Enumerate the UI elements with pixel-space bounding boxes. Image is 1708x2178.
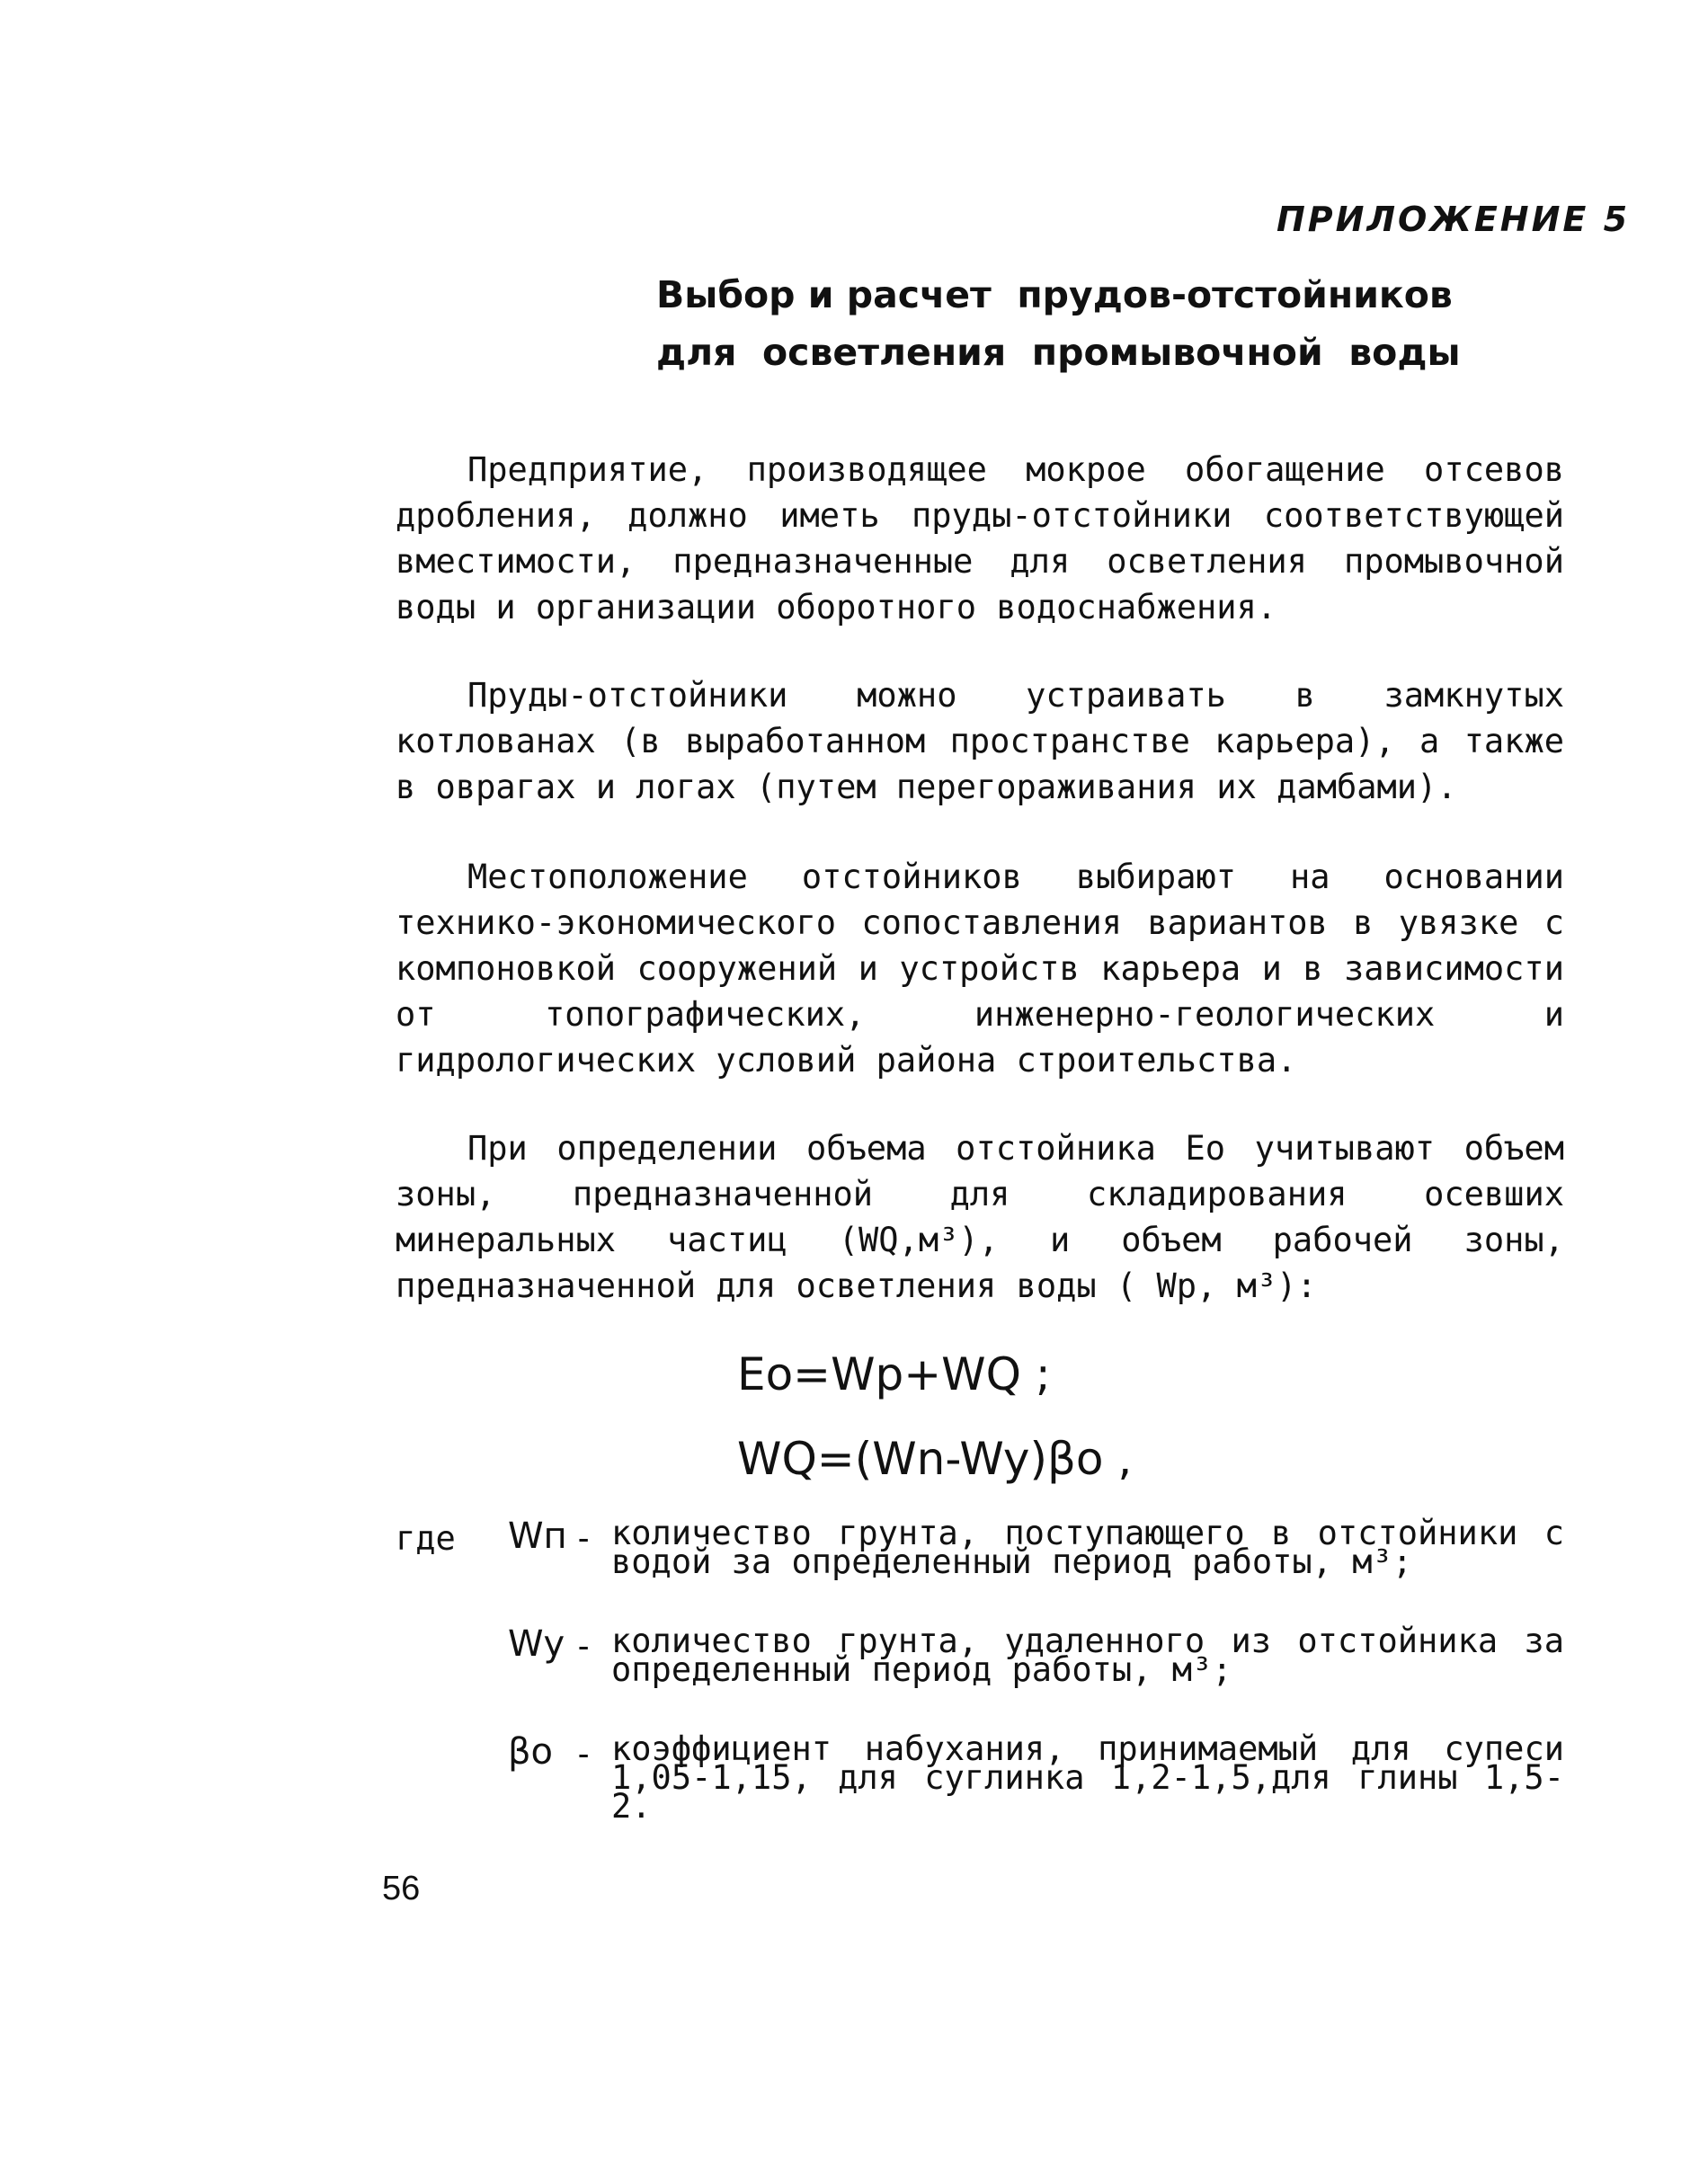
definition-item	[396, 1622, 1564, 1735]
definition-dash: -	[574, 1735, 594, 1774]
definition-symbol: βо	[508, 1731, 553, 1773]
definition-dash: -	[574, 1627, 594, 1666]
formula-volume: Eo=Wp+WQ ;	[737, 1348, 1051, 1400]
definition-text: коэффициент набухания, принимаемый для супеси 1,05-1,15, для суглинка 1,2-1,5,для глины 1,5-2.	[611, 1729, 1564, 1826]
paragraph-4	[396, 1125, 1564, 1309]
paragraph-text: Предприятие, производящее мокрое обогащение отсевов дробления, должно иметь пруды-отстойники соответствующей вместимости, предназначенные для осветления промывочной воды и организации оборотного водоснабжения.	[396, 450, 1564, 627]
definition-text: количество грунта, удаленного из отстойника за определенный период работы, м³;	[611, 1622, 1564, 1689]
title-line-1: Выбор и расчет прудов-отстойников	[656, 273, 1453, 316]
paragraph-text: При определении объема отстойника Eo учитывают объем зоны, предназначенной для складирования осевших минеральных частиц (WQ,м³), и объем рабочей зоны, предназначенной для осветления воды ( Wp, м³):	[396, 1129, 1564, 1305]
definition-symbol: Wп	[508, 1516, 567, 1557]
section-title	[656, 266, 1461, 381]
where-label: где	[396, 1519, 456, 1558]
page-number: 56	[382, 1870, 421, 1907]
definition-symbol: Wу	[508, 1623, 565, 1665]
paragraph-text: Местоположение отстойников выбирают на основании технико-экономического сопоставления вариантов в увязке с компоновкой сооружений и устройств карьера и в зависимости от топографических, инженерно-геологических и гидрологических условий района строительства.	[396, 858, 1564, 1080]
definitions-list	[396, 1514, 1564, 1843]
definition-item	[396, 1514, 1564, 1627]
definition-dash: -	[574, 1519, 594, 1558]
formula-sediment: WQ=(Wn-Wy)βo ,	[737, 1433, 1133, 1485]
definition-text: количество грунта, поступающего в отстойники с водой за определенный период работы, м³;	[611, 1514, 1564, 1581]
title-line-2: для осветления промывочной воды	[656, 331, 1461, 374]
appendix-label: ПРИЛОЖЕНИЕ 5	[1277, 200, 1631, 239]
paragraph-text: Пруды-отстойники можно устраивать в замкнутых котлованах (в выработанном пространстве карьера), а также в оврагах и логах (путем перегораживания их дамбами).	[396, 676, 1564, 806]
paragraph-1	[396, 447, 1564, 630]
definition-item	[396, 1729, 1564, 1843]
paragraph-2	[396, 672, 1564, 810]
paragraph-3	[396, 854, 1564, 1083]
